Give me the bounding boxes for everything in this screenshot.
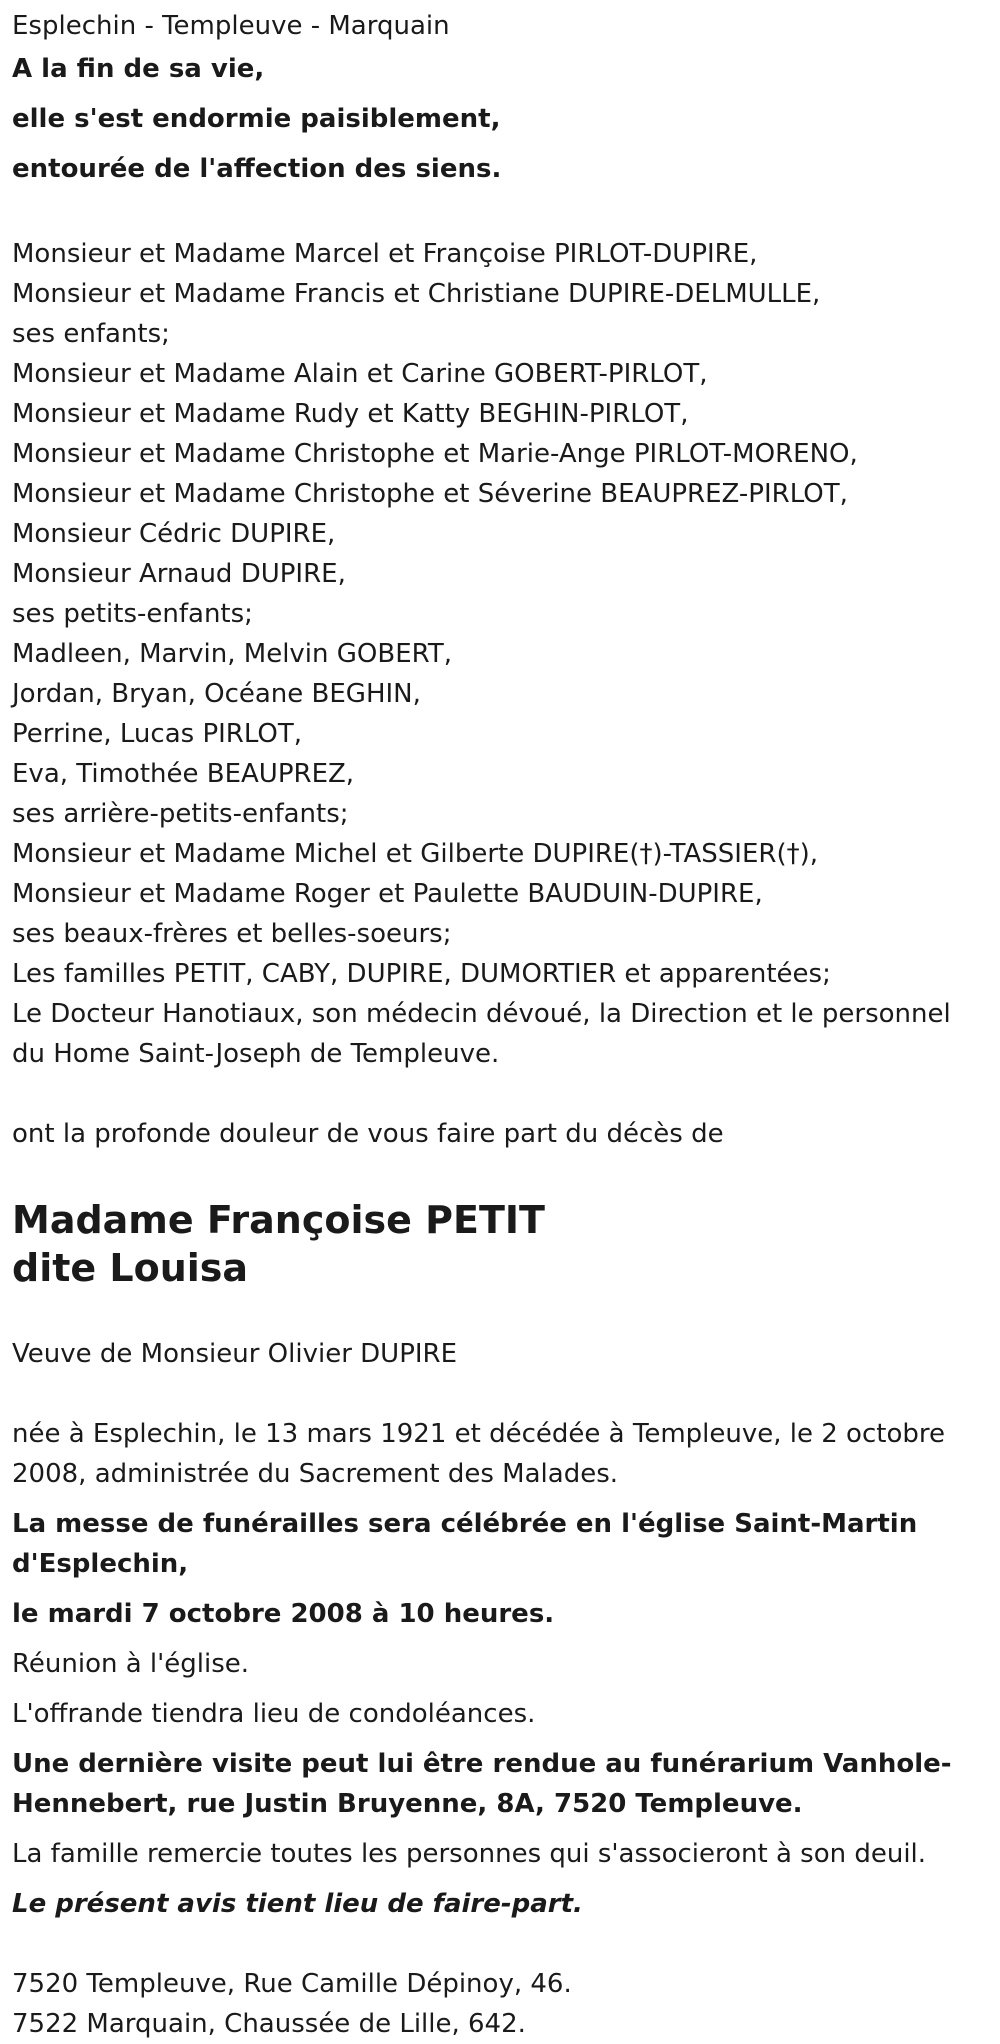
intro-line: entourée de l'affection des siens. — [12, 154, 502, 184]
notice-text: Le présent avis tient lieu de faire-part. — [12, 1889, 583, 1919]
intro-line: A la fin de sa vie, — [12, 54, 265, 84]
deceased-name-line1: Madame Françoise PETIT — [12, 1198, 545, 1242]
family-line: Le Docteur Hanotiaux, son médecin dévoué, la Direction et le personnel — [12, 999, 951, 1029]
announcement-text: ont la profonde douleur de vous faire part du décès de — [12, 1119, 724, 1149]
thanks-text: La famille remercie toutes les personnes qui s'associeront à son deuil. — [12, 1839, 927, 1869]
family-line: Madleen, Marvin, Melvin GOBERT, — [12, 639, 452, 669]
family-line: Monsieur et Madame Marcel et Françoise PIRLOT-DUPIRE, — [12, 239, 758, 269]
birth-death-line: née à Esplechin, le 13 mars 1921 et décédée à Templeuve, le 2 octobre — [12, 1419, 945, 1449]
meeting-info: Réunion à l'église. — [12, 1649, 250, 1679]
family-line: Jordan, Bryan, Océane BEGHIN, — [12, 679, 421, 709]
family-line: Monsieur et Madame Michel et Gilberte DUPIRE(†)-TASSIER(†), — [12, 839, 819, 869]
deceased-name-line2: dite Louisa — [12, 1246, 249, 1290]
widow-of: Veuve de Monsieur Olivier DUPIRE — [12, 1339, 458, 1369]
family-line: ses petits-enfants; — [12, 599, 253, 629]
family-line: Perrine, Lucas PIRLOT, — [12, 719, 303, 749]
family-line: Monsieur et Madame Roger et Paulette BAUDUIN-DUPIRE, — [12, 879, 763, 909]
family-line: Monsieur et Madame Christophe et Marie-Ange PIRLOT-MORENO, — [12, 439, 858, 469]
family-line: Monsieur Arnaud DUPIRE, — [12, 559, 346, 589]
family-line: Monsieur et Madame Francis et Christiane DUPIRE-DELMULLE, — [12, 279, 821, 309]
header-places: Esplechin - Templeuve - Marquain — [12, 11, 450, 41]
birth-death-info — [12, 1414, 988, 1494]
family-line: Monsieur et Madame Alain et Carine GOBERT-PIRLOT, — [12, 359, 708, 389]
birth-death-line: 2008, administrée du Sacrement des Malades. — [12, 1459, 618, 1489]
intro-verse — [12, 44, 988, 194]
address-line: 7520 Templeuve, Rue Camille Dépinoy, 46. — [12, 1969, 572, 1999]
offering-info: L'offrande tiendra lieu de condoléances. — [12, 1699, 536, 1729]
intro-line: elle s'est endormie paisiblement, — [12, 104, 501, 134]
family-line: Monsieur et Madame Christophe et Séverine BEAUPREZ-PIRLOT, — [12, 479, 848, 509]
mass-location — [12, 1504, 988, 1584]
family-line: Monsieur Cédric DUPIRE, — [12, 519, 336, 549]
mass-date: le mardi 7 octobre 2008 à 10 heures. — [12, 1599, 555, 1629]
family-line: ses arrière-petits-enfants; — [12, 799, 349, 829]
family-line: Monsieur et Madame Rudy et Katty BEGHIN-PIRLOT, — [12, 399, 689, 429]
family-line: Eva, Timothée BEAUPREZ, — [12, 759, 355, 789]
address-list — [12, 1964, 988, 2044]
visit-info — [12, 1744, 988, 1824]
visit-line: Une dernière visite peut lui être rendue au funérarium Vanhole- — [12, 1749, 952, 1779]
funeral-details — [12, 1414, 988, 1924]
family-line: Les familles PETIT, CABY, DUPIRE, DUMORTIER et apparentées; — [12, 959, 831, 989]
family-list — [12, 234, 988, 1074]
deceased-name — [12, 1196, 988, 1292]
family-line: ses beaux-frères et belles-soeurs; — [12, 919, 452, 949]
mass-line: d'Esplechin, — [12, 1549, 189, 1579]
address-line: 7522 Marquain, Chaussée de Lille, 642. — [12, 2009, 526, 2039]
family-line: ses enfants; — [12, 319, 170, 349]
family-line: du Home Saint-Joseph de Templeuve. — [12, 1039, 500, 1069]
visit-line: Hennebert, rue Justin Bruyenne, 8A, 7520 Templeuve. — [12, 1789, 803, 1819]
mass-line: La messe de funérailles sera célébrée en l'église Saint-Martin — [12, 1509, 918, 1539]
